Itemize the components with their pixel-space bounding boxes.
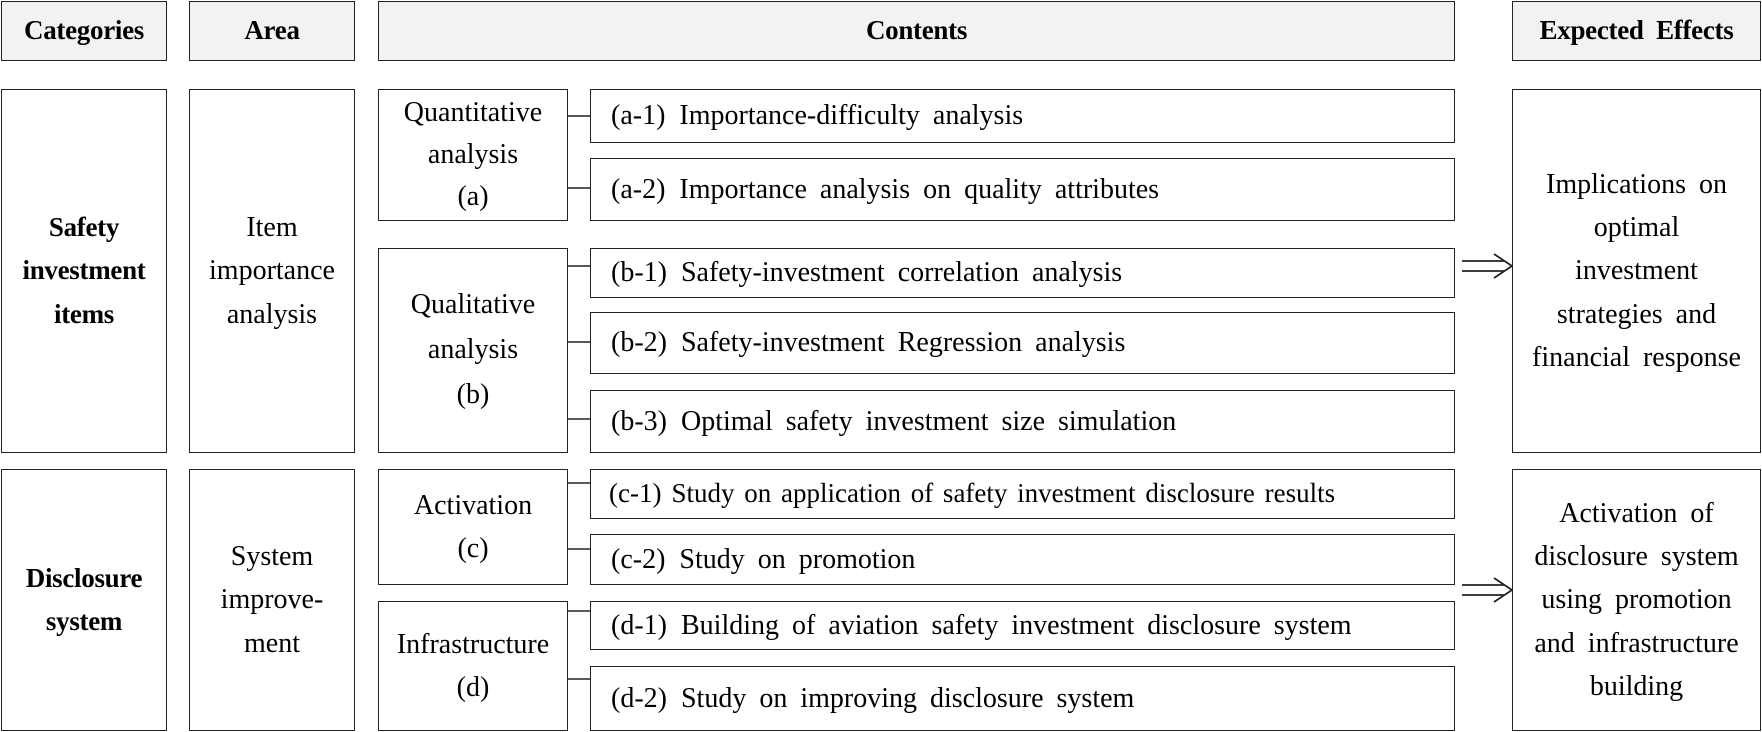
effect-line: financial response xyxy=(1532,342,1741,374)
group-label-line: Qualitative xyxy=(410,289,536,321)
category-line: system xyxy=(45,606,123,636)
effect-line: building xyxy=(1589,671,1684,703)
effect-line: optimal xyxy=(1593,211,1680,243)
group-activation xyxy=(378,469,568,585)
content-item-d1 xyxy=(590,601,1455,650)
header-area: Area xyxy=(189,1,355,61)
effect-line: Activation of xyxy=(1559,497,1714,529)
item-code: (d-1) xyxy=(611,609,667,641)
area-line: importance xyxy=(209,255,335,287)
effect-line: investment xyxy=(1575,255,1698,287)
item-text: Building of aviation safety investment disclosure system xyxy=(680,609,1352,641)
content-item-b3 xyxy=(590,390,1455,453)
category-line: items xyxy=(54,298,114,329)
effect-line: strategies and xyxy=(1556,298,1717,330)
area-line: System xyxy=(230,540,314,572)
area-line: improve- xyxy=(220,584,324,616)
group-label-line: analysis xyxy=(427,334,519,366)
group-label-line: (d) xyxy=(456,672,490,703)
group-label-line: (a) xyxy=(457,181,489,212)
content-item-c2 xyxy=(590,534,1455,585)
group-infrastructure xyxy=(378,601,568,731)
item-text: Safety-investment Regression analysis xyxy=(680,327,1126,359)
area-line: ment xyxy=(243,627,300,659)
content-item-d2 xyxy=(590,666,1455,731)
header-contents: Contents xyxy=(378,1,1455,61)
double-arrow-2 xyxy=(1462,578,1512,602)
content-item-a1 xyxy=(590,89,1455,143)
effect-line: using promotion xyxy=(1541,584,1732,616)
group-quantitative-analysis xyxy=(378,89,568,221)
group-label-line: Activation xyxy=(413,489,533,521)
double-arrow-1 xyxy=(1462,254,1512,278)
category-line: Disclosure xyxy=(25,562,143,593)
content-item-c1 xyxy=(590,469,1455,519)
item-code: (a-1) xyxy=(611,100,666,132)
content-item-a2 xyxy=(590,158,1455,221)
item-text: Importance analysis on quality attributes xyxy=(679,173,1160,205)
item-code: (a-2) xyxy=(611,173,666,205)
group-label-line: (b) xyxy=(456,378,490,410)
item-code: (d-2) xyxy=(611,682,667,714)
group-label-line: (c) xyxy=(457,533,489,564)
effect-line: Implications on xyxy=(1546,168,1727,200)
group-qualitative-analysis xyxy=(378,248,568,453)
category-safety-investment-items xyxy=(1,89,167,453)
item-text: Optimal safety investment size simulation xyxy=(680,405,1177,437)
item-code: (c-1) xyxy=(609,478,662,509)
group-label-line: analysis xyxy=(427,139,519,170)
area-system-improvement xyxy=(189,469,355,731)
area-line: Item xyxy=(246,211,298,243)
effect-activation xyxy=(1512,469,1761,731)
item-text: Safety-investment correlation analysis xyxy=(680,257,1123,289)
item-code: (b-2) xyxy=(611,327,667,359)
item-text: Importance-difficulty analysis xyxy=(679,100,1024,132)
content-item-b1 xyxy=(590,248,1455,298)
item-code: (b-1) xyxy=(611,257,667,289)
effect-line: disclosure system xyxy=(1534,540,1739,572)
area-line: analysis xyxy=(226,298,318,330)
effect-line: and infrastructure xyxy=(1534,627,1739,659)
area-item-importance-analysis xyxy=(189,89,355,453)
header-expected-effects: Expected Effects xyxy=(1512,1,1761,61)
header-categories: Categories xyxy=(1,1,167,61)
group-label-line: Quantitative xyxy=(403,97,543,128)
effect-implications xyxy=(1512,89,1761,453)
item-code: (c-2) xyxy=(611,543,666,575)
item-text: Study on application of safety investment disclosure results xyxy=(671,478,1336,509)
category-line: investment xyxy=(22,255,146,286)
content-item-b2 xyxy=(590,312,1455,374)
item-code: (b-3) xyxy=(611,405,667,437)
category-disclosure-system xyxy=(1,469,167,731)
category-line: Safety xyxy=(48,212,120,243)
item-text: Study on improving disclosure system xyxy=(680,682,1135,714)
item-text: Study on promotion xyxy=(679,543,916,575)
group-label-line: Infrastructure xyxy=(396,628,550,660)
